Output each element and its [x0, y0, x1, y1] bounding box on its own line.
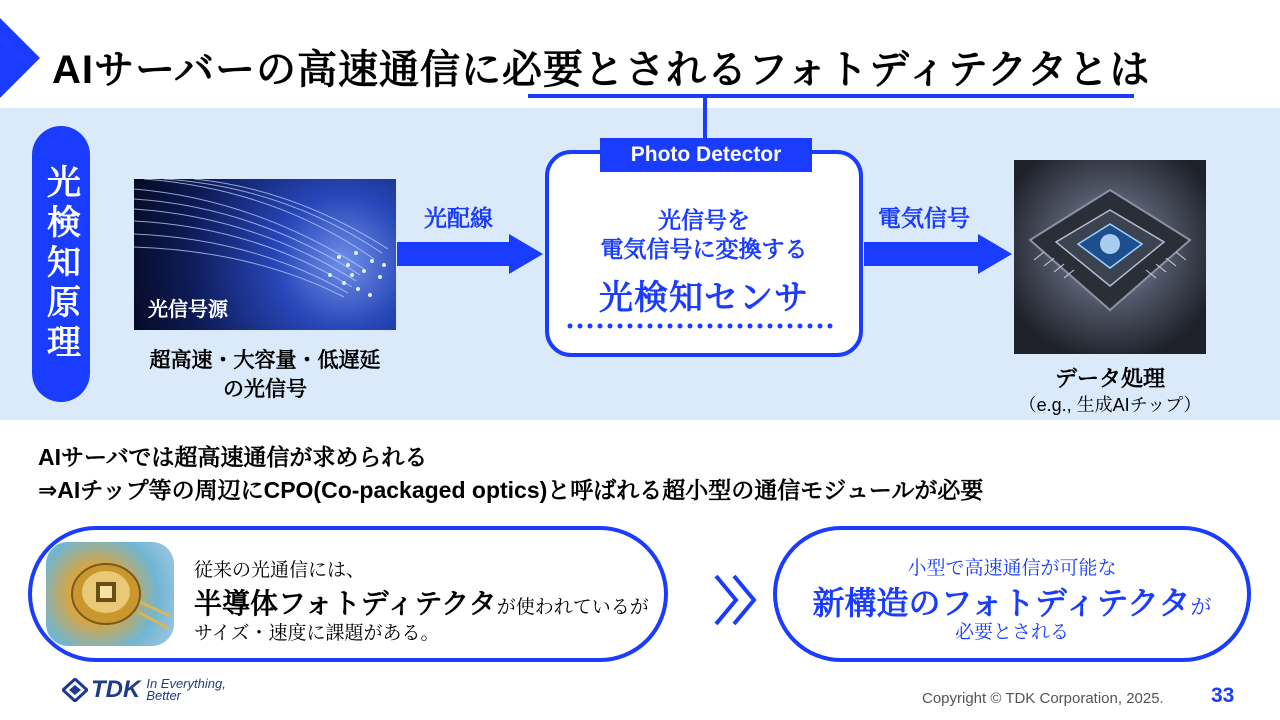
- body-text-line1: AIサーバでは超高速通信が求められる: [38, 444, 428, 470]
- sensor-description-line1: 光信号を: [658, 207, 750, 233]
- tdk-emblem-icon: [62, 678, 88, 702]
- title-underline: [528, 94, 1134, 98]
- tdk-wordmark: TDK: [91, 676, 141, 703]
- tdk-tagline-line1: In Everything,: [146, 676, 226, 691]
- signal-source-caption: 超高速・大容量・低遅延 の光信号: [149, 349, 381, 401]
- tdk-logo: [62, 676, 226, 704]
- semiconductor-photodetector-image: [46, 542, 174, 646]
- current-detector-line3: サイズ・速度に課題がある。: [194, 623, 440, 644]
- data-processing-example: （e.g., 生成AIチップ）: [1018, 395, 1202, 415]
- sensor-description-line2: 電気信号に変換する: [600, 236, 808, 262]
- dotted-divider: [567, 322, 843, 330]
- band-connector-line: [703, 108, 707, 140]
- new-detector-line3: 必要とされる: [954, 622, 1069, 643]
- tdk-tagline-line2: Better: [146, 688, 182, 703]
- sensor-title: 光検知センサ: [599, 279, 809, 317]
- page-number: 33: [1211, 684, 1235, 707]
- current-detector-emphasis: 半導体フォトディテクタ: [194, 588, 497, 619]
- signal-source-label: 光信号源: [148, 299, 228, 321]
- new-detector-line2-tail: が: [1190, 596, 1212, 619]
- new-detector-line1: 小型で高速通信が可能な: [907, 558, 1117, 579]
- double-chevron-right-icon: [712, 570, 760, 630]
- current-detector-line1: 従来の光通信には、: [194, 560, 366, 581]
- photo-detector-tag: Photo Detector: [600, 138, 812, 172]
- current-detector-line2-tail: が使われているが: [496, 597, 649, 618]
- body-text-line2: ⇒AIチップ等の周辺にCPO(Co-packaged optics)と呼ばれる超小型の通信モジュールが必要: [38, 477, 984, 503]
- arrow-right-icon: [864, 234, 1012, 274]
- copyright-text: Copyright © TDK Corporation, 2025.: [922, 690, 1164, 707]
- principle-label-pill: 光検知原理: [32, 126, 90, 402]
- page-title: AIサーバーの高速通信に必要とされるフォトディテクタとは: [52, 48, 1151, 92]
- current-detector-line2: [194, 582, 649, 622]
- title-chevron-icon: [0, 18, 40, 98]
- ai-chip-image: [1014, 160, 1206, 354]
- optical-wiring-label: 光配線: [424, 205, 493, 231]
- electrical-signal-label: 電気信号: [878, 205, 970, 231]
- new-detector-emphasis: 新構造のフォトディテクタ: [812, 585, 1191, 621]
- arrow-right-icon: [397, 234, 543, 274]
- data-processing-caption: データ処理: [1054, 366, 1165, 391]
